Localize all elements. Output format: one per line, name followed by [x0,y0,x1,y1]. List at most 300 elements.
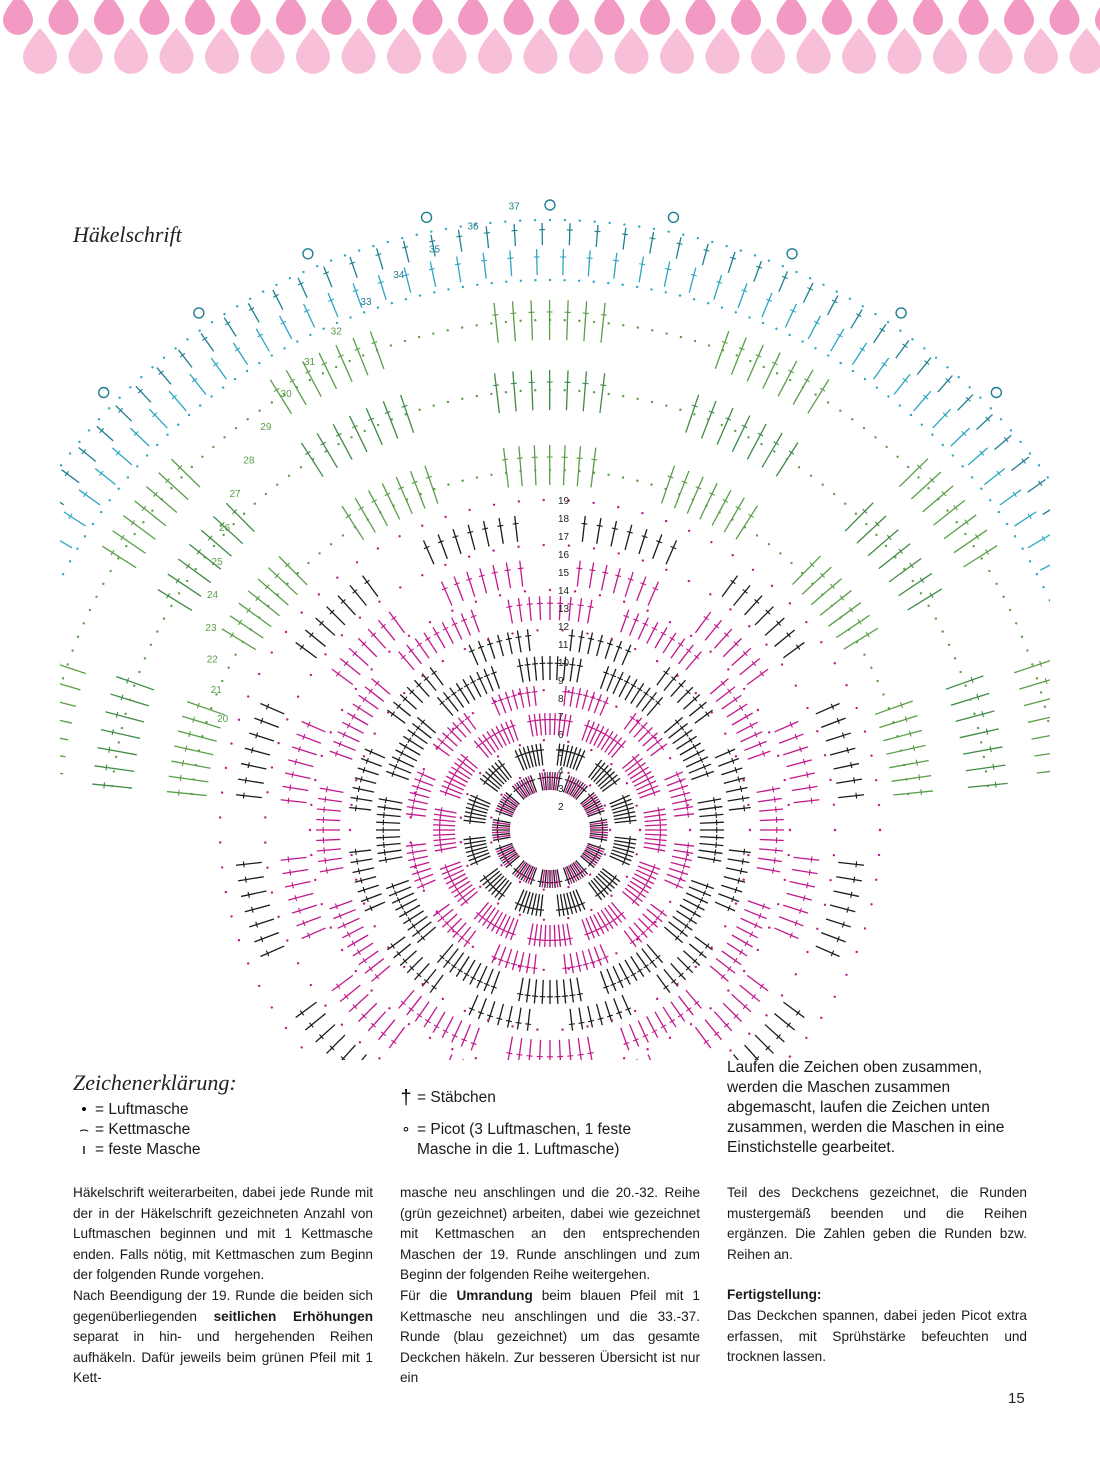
chart-chain-dot [289,277,291,279]
chart-chain-dot [567,917,569,919]
chart-stitch [783,905,808,913]
chart-stitch [527,658,530,682]
chart-stitch [386,881,409,889]
chart-chain-dot [564,469,566,471]
chart-chain-dot [656,660,658,662]
chart-chain-dot [839,410,841,412]
chart-stitch [470,856,490,865]
chart-stitch [590,827,608,828]
chart-stitch [716,959,735,974]
decorative-drop [49,0,79,35]
chart-stitch [672,856,692,860]
chart-stitch [332,975,353,990]
chart-chain-dot [309,379,311,381]
chart-stitch-bar [742,796,743,802]
chart-stitch [317,433,337,467]
chart-chain-dot [752,569,754,571]
chart-stitch-bar [355,849,356,855]
chart-stitch [492,834,510,836]
chart-chain-dot [191,793,193,795]
chart-chain-dot [363,902,365,904]
chart-chain-dot [543,499,545,501]
chart-stitch-bar [202,337,207,340]
chart-round-label: 6 [558,730,564,741]
chart-stitch [358,768,379,775]
chart-chain-dot [519,777,521,779]
text-column-2 [400,1183,700,1389]
chart-stitch [527,687,530,707]
chart-stitch [355,778,376,784]
chart-stitch [491,666,499,689]
chart-stitch-bar [363,697,366,702]
chart-stitch [520,561,523,587]
chart-stitch [590,834,608,836]
chart-stitch [159,473,189,500]
chart-chain-dot [773,450,775,452]
chart-chain-dot [816,730,818,732]
chart-chain-dot [653,228,655,230]
chart-chain-dot [958,376,960,378]
chart-stitch-bar [716,842,717,848]
chart-stitch [695,937,713,950]
chart-stitch [302,928,326,938]
chart-chain-dot [198,329,200,331]
chart-stitch-bar [615,575,621,577]
chart-stitch [666,540,676,564]
chart-stitch [827,296,837,315]
chart-stitch [588,600,592,624]
chart-chain-dot [543,739,545,741]
chart-chain-dot [180,476,182,478]
chart-chain-dot [265,493,267,495]
chart-chain-dot [520,280,522,282]
chart-stitch [387,937,405,950]
chart-chain-dot [708,344,710,346]
chart-chain-dot [579,220,581,222]
chart-chain-dot [942,630,944,632]
chart-stitch [857,516,886,543]
chart-chain-dot [969,699,971,701]
chart-stitch-bar [429,241,435,242]
chart-stitch-bar [579,637,585,638]
chart-stitch [534,686,536,706]
chart-stitch [588,1037,592,1060]
chart-stitch [376,837,400,838]
chart-stitch [792,869,818,873]
decorative-drop [69,28,103,74]
chart-stitch [407,996,422,1015]
chart-chain-dot [637,326,639,328]
chart-stitch-bar [248,892,249,898]
chart-chain-dot [150,644,152,646]
chart-chain-dot [722,349,724,351]
chart-stitch-bar [479,575,485,577]
text-column-1 [73,1183,373,1389]
chart-stitch-bar [252,907,254,913]
chart-chain-dot [297,695,299,697]
chart-chain-dot [777,903,779,905]
chart-stitch [727,943,747,956]
chart-chain-dot [1006,523,1008,525]
chart-stitch [1000,490,1021,505]
chart-stitch [469,995,478,1015]
chart-chain-dot [564,319,566,321]
chart-chain-dot [534,219,536,221]
chart-stitch [492,825,510,827]
chart-stitch [168,574,201,596]
chart-stitch [417,927,435,943]
chart-stitch [414,963,429,979]
chart-stitch [868,530,898,556]
chart-chain-dot [500,864,502,866]
chart-stitch [519,659,523,683]
chart-chain-dot [264,816,266,818]
chart-chain-dot [740,249,742,251]
chart-chain-dot [322,372,324,374]
chart-stitch [700,837,724,838]
decorative-drop [1050,0,1080,35]
chart-stitch [368,629,385,648]
chart-chain-dot [611,639,613,641]
chart-stitch [567,300,568,340]
chart-stitch [671,963,686,979]
chart-stitch [741,732,763,742]
chart-stitch [889,760,928,767]
chart-chain-dot [824,754,826,756]
chart-chain-dot [731,554,733,556]
chart-chain-dot [874,436,876,438]
chart-stitch [430,261,435,286]
chart-stitch-bar [412,805,413,811]
chart-chain-dot [247,962,249,964]
chart-stitch [283,869,309,873]
chart-stitch-bar [576,965,582,966]
chart-stitch [399,652,415,670]
chart-stitch-bar [630,818,631,824]
chart-stitch [732,416,749,452]
chart-stitch [679,996,694,1015]
chart-stitch [412,786,431,792]
chart-chain-dot [651,329,653,331]
chart-stitch [570,629,572,651]
chart-chain-dot [355,779,357,781]
chart-chain-dot [225,767,227,769]
chart-chain-dot [1021,636,1023,638]
chart-chain-dot [322,328,324,330]
chart-stitch [560,894,564,916]
chart-chain-dot [543,888,545,890]
chart-chain-dot [710,541,712,543]
chart-chain-dot [479,886,481,888]
chart-stitch [372,966,390,982]
chart-stitch [401,395,414,433]
chart-stitch [836,615,869,637]
chart-stitch [377,248,383,269]
chart-stitch [664,717,682,733]
chart-chain-dot [78,441,80,443]
chart-chain-dot [946,366,948,368]
chart-stitch-bar [417,643,422,646]
chart-chain-dot [876,680,878,682]
chart-stitch [643,809,665,813]
chart-stitch [317,849,341,851]
chart-row-label: 37 [508,201,520,213]
arc-icon: ⌢ [79,1121,89,1138]
chart-chain-dot [669,901,671,903]
chart-chain-dot [466,793,468,795]
chart-stitch [338,732,360,742]
chart-stitch [537,249,538,275]
chart-chain-dot [138,671,140,673]
chart-stitch [501,916,510,936]
chart-stitch [597,635,603,656]
chart-stitch-bar [811,798,812,804]
chart-stitch [506,692,512,711]
chart-chain-dot [650,288,652,290]
chart-stitch [729,850,751,852]
chart-stitch [230,616,263,638]
chart-stitch [602,565,607,590]
chart-stitch-bar [112,729,113,735]
chart-stitch [636,781,656,790]
chart-chain-dot [638,225,640,227]
chart-chain-dot [636,286,638,288]
chart-stitch [487,731,499,750]
chart-stitch [699,807,723,810]
chart-chain-dot [452,728,454,730]
chart-stitch [378,620,394,640]
chart-stitch [351,797,373,801]
chart-chain-dot [466,865,468,867]
chart-chain-dot [636,480,638,482]
chart-stitch-bar [506,638,512,639]
chart-chain-dot [959,671,961,673]
chart-chain-dot [309,334,311,336]
chart-stitch [378,1020,394,1040]
chart-row-label: 30 [280,388,292,400]
chart-stitch [520,952,524,972]
chart-chain-dot [985,770,987,772]
chart-chain-dot [634,648,636,650]
chart-chain-dot [839,362,841,364]
chart-chain-dot [271,1006,273,1008]
chart-stitch [775,722,799,732]
decorative-drop [660,28,694,74]
chart-chain-dot [690,1023,692,1025]
chart-stitch [488,638,495,659]
chart-chain-dot [536,1028,538,1030]
legend-label: = Stäbchen [417,1089,496,1106]
chart-chain-dot [874,313,876,315]
chart-stitch-bar [740,786,741,792]
chart-stitch [495,373,500,413]
chart-stitch [211,358,226,379]
chart-stitch [607,669,616,691]
chart-chain-dot [870,666,872,668]
chart-chain-dot [729,608,731,610]
chart-stitch [552,772,553,790]
chart-chain-dot [118,741,120,743]
chart-stitch-bar [856,793,857,799]
chart-chain-dot [787,804,789,806]
chart-stitch [499,518,503,544]
chart-stitch-bar [238,620,241,625]
chart-stitch [353,868,375,873]
chart-chain-dot [77,636,79,638]
chart-stitch [452,1021,462,1043]
paragraph: Für die Umrandung beim blauen Pfeil mit 1 Kettmasche neu anschlingen und die 33.-37. Runde (blau gezeichnet) um das gesamte Deckchen häkeln. Zur besseren Übersicht ist nur ein [400,1287,700,1386]
chart-chain-dot [391,302,393,304]
chart-chain-dot [475,1057,477,1059]
chart-chain-dot [589,873,591,875]
chart-stitch-bar [497,640,503,642]
chart-chain-dot [198,749,200,751]
chart-chain-dot [476,476,478,478]
chart-chain-dot [743,779,745,781]
chart-stitch [705,1020,721,1040]
chart-chain-dot [505,321,507,323]
chart-stitch [492,827,510,828]
decorative-drop [1004,0,1034,35]
chart-chain-dot [725,245,727,247]
chart-chain-dot [192,778,194,780]
chart-chain-dot [635,805,637,807]
chart-chain-dot [277,742,279,744]
circle-icon: ∘ [401,1121,411,1138]
chart-stitch-bar [577,994,583,995]
chart-round-label: 11 [558,640,569,651]
chart-stitch [376,822,400,823]
chart-stitch [671,792,690,797]
chart-chain-dot [129,699,131,701]
chart-stitch-bar [493,385,499,386]
chart-chain-dot [511,1025,513,1027]
chart-stitch [630,767,649,779]
chart-stitch-bar [854,777,855,783]
chart-round-label: 9 [558,676,564,687]
chart-stitch-bar [517,994,523,995]
chart-chain-dot [748,1033,750,1035]
chart-chain-dot [802,386,804,388]
chart-stitch-bar [807,772,808,778]
chart-chain-dot [964,533,966,535]
chart-chain-dot [349,829,351,831]
decorative-drop [777,0,807,35]
chart-chain-dot [609,829,611,831]
chart-stitch [779,734,803,743]
chart-chain-dot [801,340,803,342]
chart-stitch-bar [639,264,645,265]
chart-stitch-bar [324,847,325,853]
chart-chain-dot [88,429,90,431]
chart-stitch [407,645,422,664]
chart-stitch [821,718,845,727]
chart-chain-dot [757,949,759,951]
chart-stitch [934,500,965,525]
chart-chain-dot [896,456,898,458]
chart-chain-dot [693,298,695,300]
chart-stitch-bar [567,1056,573,1057]
chart-stitch [338,1045,355,1060]
chart-chain-dot [626,782,628,784]
chart-stitch-bar [627,532,633,534]
chart-stitch [889,558,921,582]
chart-chain-dot [589,784,591,786]
chart-stitch [552,870,553,888]
chart-chain-dot [781,663,783,665]
chart-stitch [417,880,435,888]
chart-chain-dot [246,370,248,372]
chart-chain-dot [1038,464,1040,466]
chart-stitch [365,687,384,702]
chart-chain-dot [433,291,435,293]
chart-stitch [415,1002,429,1022]
chart-stitch-bar [527,1056,533,1057]
chart-stitch [547,772,548,790]
chart-stitch [557,895,559,917]
chart-stitch [938,376,953,392]
chart-stitch [451,881,470,893]
chart-stitch [611,799,632,807]
chart-stitch [844,628,878,649]
chart-stitch [379,799,403,803]
chart-chain-dot [490,474,492,476]
decorative-drop [888,28,922,74]
chart-stitch [236,862,262,865]
chart-stitch [570,953,573,973]
chart-stitch [732,994,751,1011]
chart-stitch-bar [497,1018,503,1020]
chart-chain-dot [436,747,438,749]
chart-stitch [298,278,307,298]
chart-stitch-bar [189,731,191,737]
chart-chain-dot [234,378,236,380]
chart-chain-dot [593,391,595,393]
chart-stitch [728,797,750,801]
chart-stitch [233,343,247,365]
chart-stitch [358,1003,376,1021]
chart-chain-dot [222,386,224,388]
chart-stitch [484,669,493,691]
chart-chain-dot [795,271,797,273]
chart-stitch [508,633,513,655]
chart-chain-dot [806,707,808,709]
chart-stitch [563,924,566,946]
chart-chain-dot [444,516,446,518]
chart-chain-dot [827,401,829,403]
chart-stitch [714,1012,731,1031]
chart-chain-dot [981,557,983,559]
chart-chain-dot [549,319,551,321]
chart-chain-dot [905,778,907,780]
chart-chain-dot [83,622,85,624]
decorative-drop [640,0,670,35]
chart-chain-dot [363,311,365,313]
chart-chain-dot [161,498,163,500]
chart-stitch-bar [104,782,105,788]
chart-chain-dot [636,398,638,400]
chart-stitch [408,800,428,804]
chart-chain-dot [1000,418,1002,420]
chart-stitch [316,1025,335,1042]
chart-stitch [424,1007,437,1027]
chart-stitch [579,631,583,653]
chart-stitch [691,881,714,889]
chart-chain-dot [341,634,343,636]
chart-stitch [254,933,278,942]
chart-stitch [483,908,496,926]
chart-stitch [748,901,771,909]
